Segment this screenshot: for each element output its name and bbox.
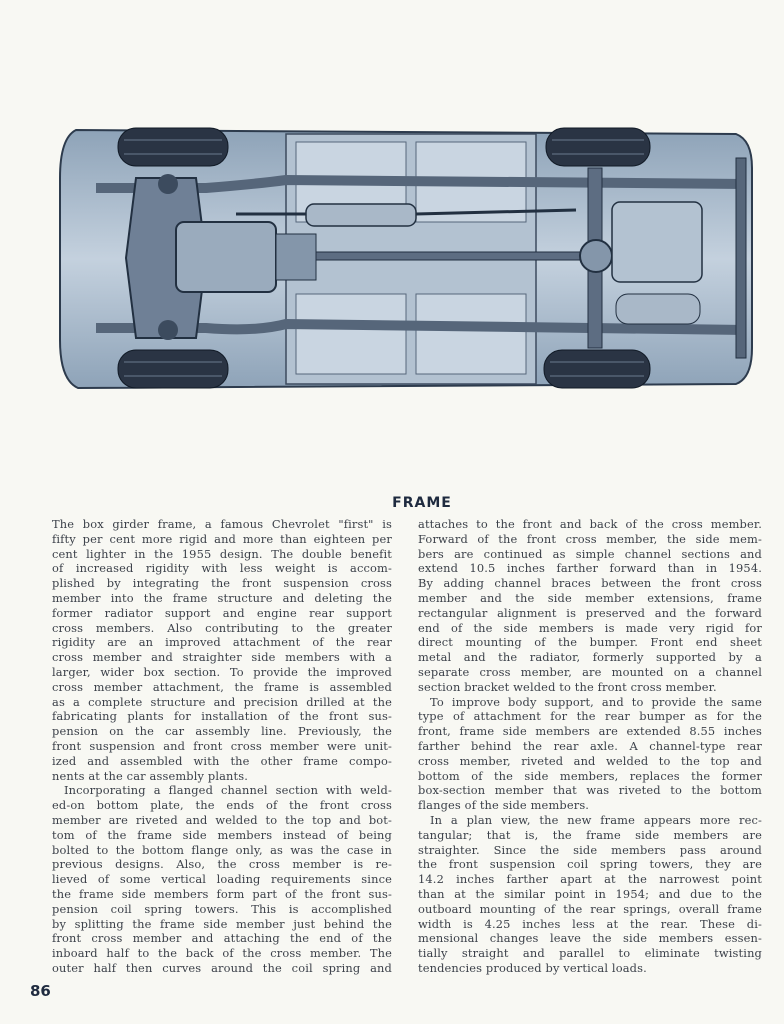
text-line: bottom of the side members, replaces the former <box>418 768 762 783</box>
paragraph <box>52 783 392 975</box>
text-line: member into the frame structure and deleting the <box>52 590 392 605</box>
text-line: pension on the car assembly line. Previously, the <box>52 724 392 739</box>
text-line: by splitting the frame side member just behind the <box>52 916 392 931</box>
chassis-underside-illustration <box>56 118 760 400</box>
text-line: section bracket welded to the front cross member. <box>418 679 717 694</box>
text-line: larger, wider box section. To provide the improved <box>52 664 392 679</box>
page-number: 86 <box>30 982 51 1000</box>
text-line: farther behind the rear axle. A channel-type rear <box>418 738 762 753</box>
engine <box>176 222 276 292</box>
text-line: straighter. Since the side members pass around <box>418 842 762 857</box>
text-line: cross member, riveted and welded to the top and <box>418 753 762 768</box>
text-line: box-section member that was riveted to the bottom <box>418 783 762 798</box>
text-line: attaches to the front and back of the cross member. <box>418 517 762 531</box>
text-line: than at the similar point in 1954; and due to the <box>418 886 762 901</box>
paragraph <box>52 517 392 783</box>
text-line: the frame side members form part of the front sus- <box>52 886 392 901</box>
text-line: tangular; that is, the frame side members are <box>418 827 762 842</box>
text-line: inboard half to the back of the cross member. The <box>52 946 392 961</box>
text-line: member and the side member extensions, frame <box>418 590 762 605</box>
text-column-right <box>418 517 762 976</box>
text-column-left <box>52 517 392 976</box>
text-line: outer half then curves around the coil spring and <box>52 960 392 975</box>
text-line: fifty per cent more rigid and more than eighteen per <box>52 531 392 546</box>
paragraph <box>418 695 762 813</box>
text-line: cross member attachment, the frame is assembled <box>52 679 392 694</box>
text-line: ed-on bottom plate, the ends of the front cross <box>52 798 392 813</box>
muffler <box>306 204 416 226</box>
paragraph <box>418 517 762 695</box>
text-line: cross members. Also contributing to the greater <box>52 620 392 635</box>
text-line: nents at the car assembly plants. <box>52 768 249 783</box>
text-line: front cross member and attaching the end of the <box>52 931 392 946</box>
text-line: outboard mounting of the rear springs, overall frame <box>418 901 762 916</box>
text-line: direct mounting of the bumper. Front end sheet <box>418 635 762 650</box>
text-line: lieved of some vertical loading requirements since <box>52 872 392 887</box>
text-line: tendencies produced by vertical loads. <box>418 960 647 975</box>
text-line: front suspension and front cross member were unit- <box>52 738 392 753</box>
text-line: By adding channel braces between the front cross <box>418 576 762 591</box>
text-line: tom of the frame side members instead of being <box>52 827 392 842</box>
text-line: plished by integrating the front suspension cross <box>52 576 392 591</box>
text-line: end of the side members is made very rigid for <box>418 620 762 635</box>
text-line: as a complete structure and precision drilled at the <box>52 694 392 709</box>
text-line: The box girder frame, a famous Chevrolet "first" is <box>52 517 392 531</box>
text-line: metal and the radiator, formerly supported by a <box>418 650 762 665</box>
text-line: bolted to the bottom flange only, as was the case in <box>52 842 392 857</box>
text-line: of increased rigidity with less weight is accom- <box>52 561 392 576</box>
text-line: bers are continued as simple channel sections and <box>418 546 762 561</box>
text-line: type of attachment for the rear bumper as for the <box>418 709 762 724</box>
text-line: In a plan view, the new frame appears more rec- <box>430 812 762 827</box>
text-line: separate cross member, are mounted on a channel <box>418 664 762 679</box>
text-line: Forward of the front cross member, the side mem- <box>418 531 762 546</box>
text-line: mensional changes leave the side members essen- <box>418 931 762 946</box>
text-line: 14.2 inches farther apart at the narrowest point <box>418 872 762 887</box>
driveshaft <box>316 252 596 260</box>
text-line: cross member and straighter side members with a <box>52 650 392 665</box>
text-line: the front suspension coil spring towers, they are <box>418 857 762 872</box>
text-line: rigidity are an improved attachment of the rear <box>52 635 392 650</box>
text-line: fabricating plants for installation of the front sus- <box>52 709 392 724</box>
text-line: extend 10.5 inches farther forward than in 1954. <box>418 561 762 576</box>
text-line: cent lighter in the 1955 design. The double benefit <box>52 546 392 561</box>
text-line: former radiator support and engine rear support <box>52 605 392 620</box>
text-line: tially straight and parallel to eliminate twisting <box>418 946 762 961</box>
text-line: ized and assembled with the other frame compo- <box>52 753 392 768</box>
text-line: front, frame side members are extended 8.55 inches <box>418 724 762 739</box>
text-line: flanges of the side members. <box>418 798 590 813</box>
paragraph <box>418 813 762 976</box>
section-title: FRAME <box>392 495 452 511</box>
fuel-tank <box>612 202 702 282</box>
text-line: Incorporating a flanged channel section with weld- <box>64 783 392 798</box>
text-line: rectangular alignment is preserved and the forward <box>418 605 762 620</box>
text-line: previous designs. Also, the cross member is re- <box>52 857 392 872</box>
text-line: width is 4.25 inches less at the rear. These di- <box>418 916 762 931</box>
text-line: member are riveted and welded to the top and bot- <box>52 812 392 827</box>
text-line: pension coil spring towers. This is accomplished <box>52 901 392 916</box>
text-line: To improve body support, and to provide the same <box>430 694 762 709</box>
